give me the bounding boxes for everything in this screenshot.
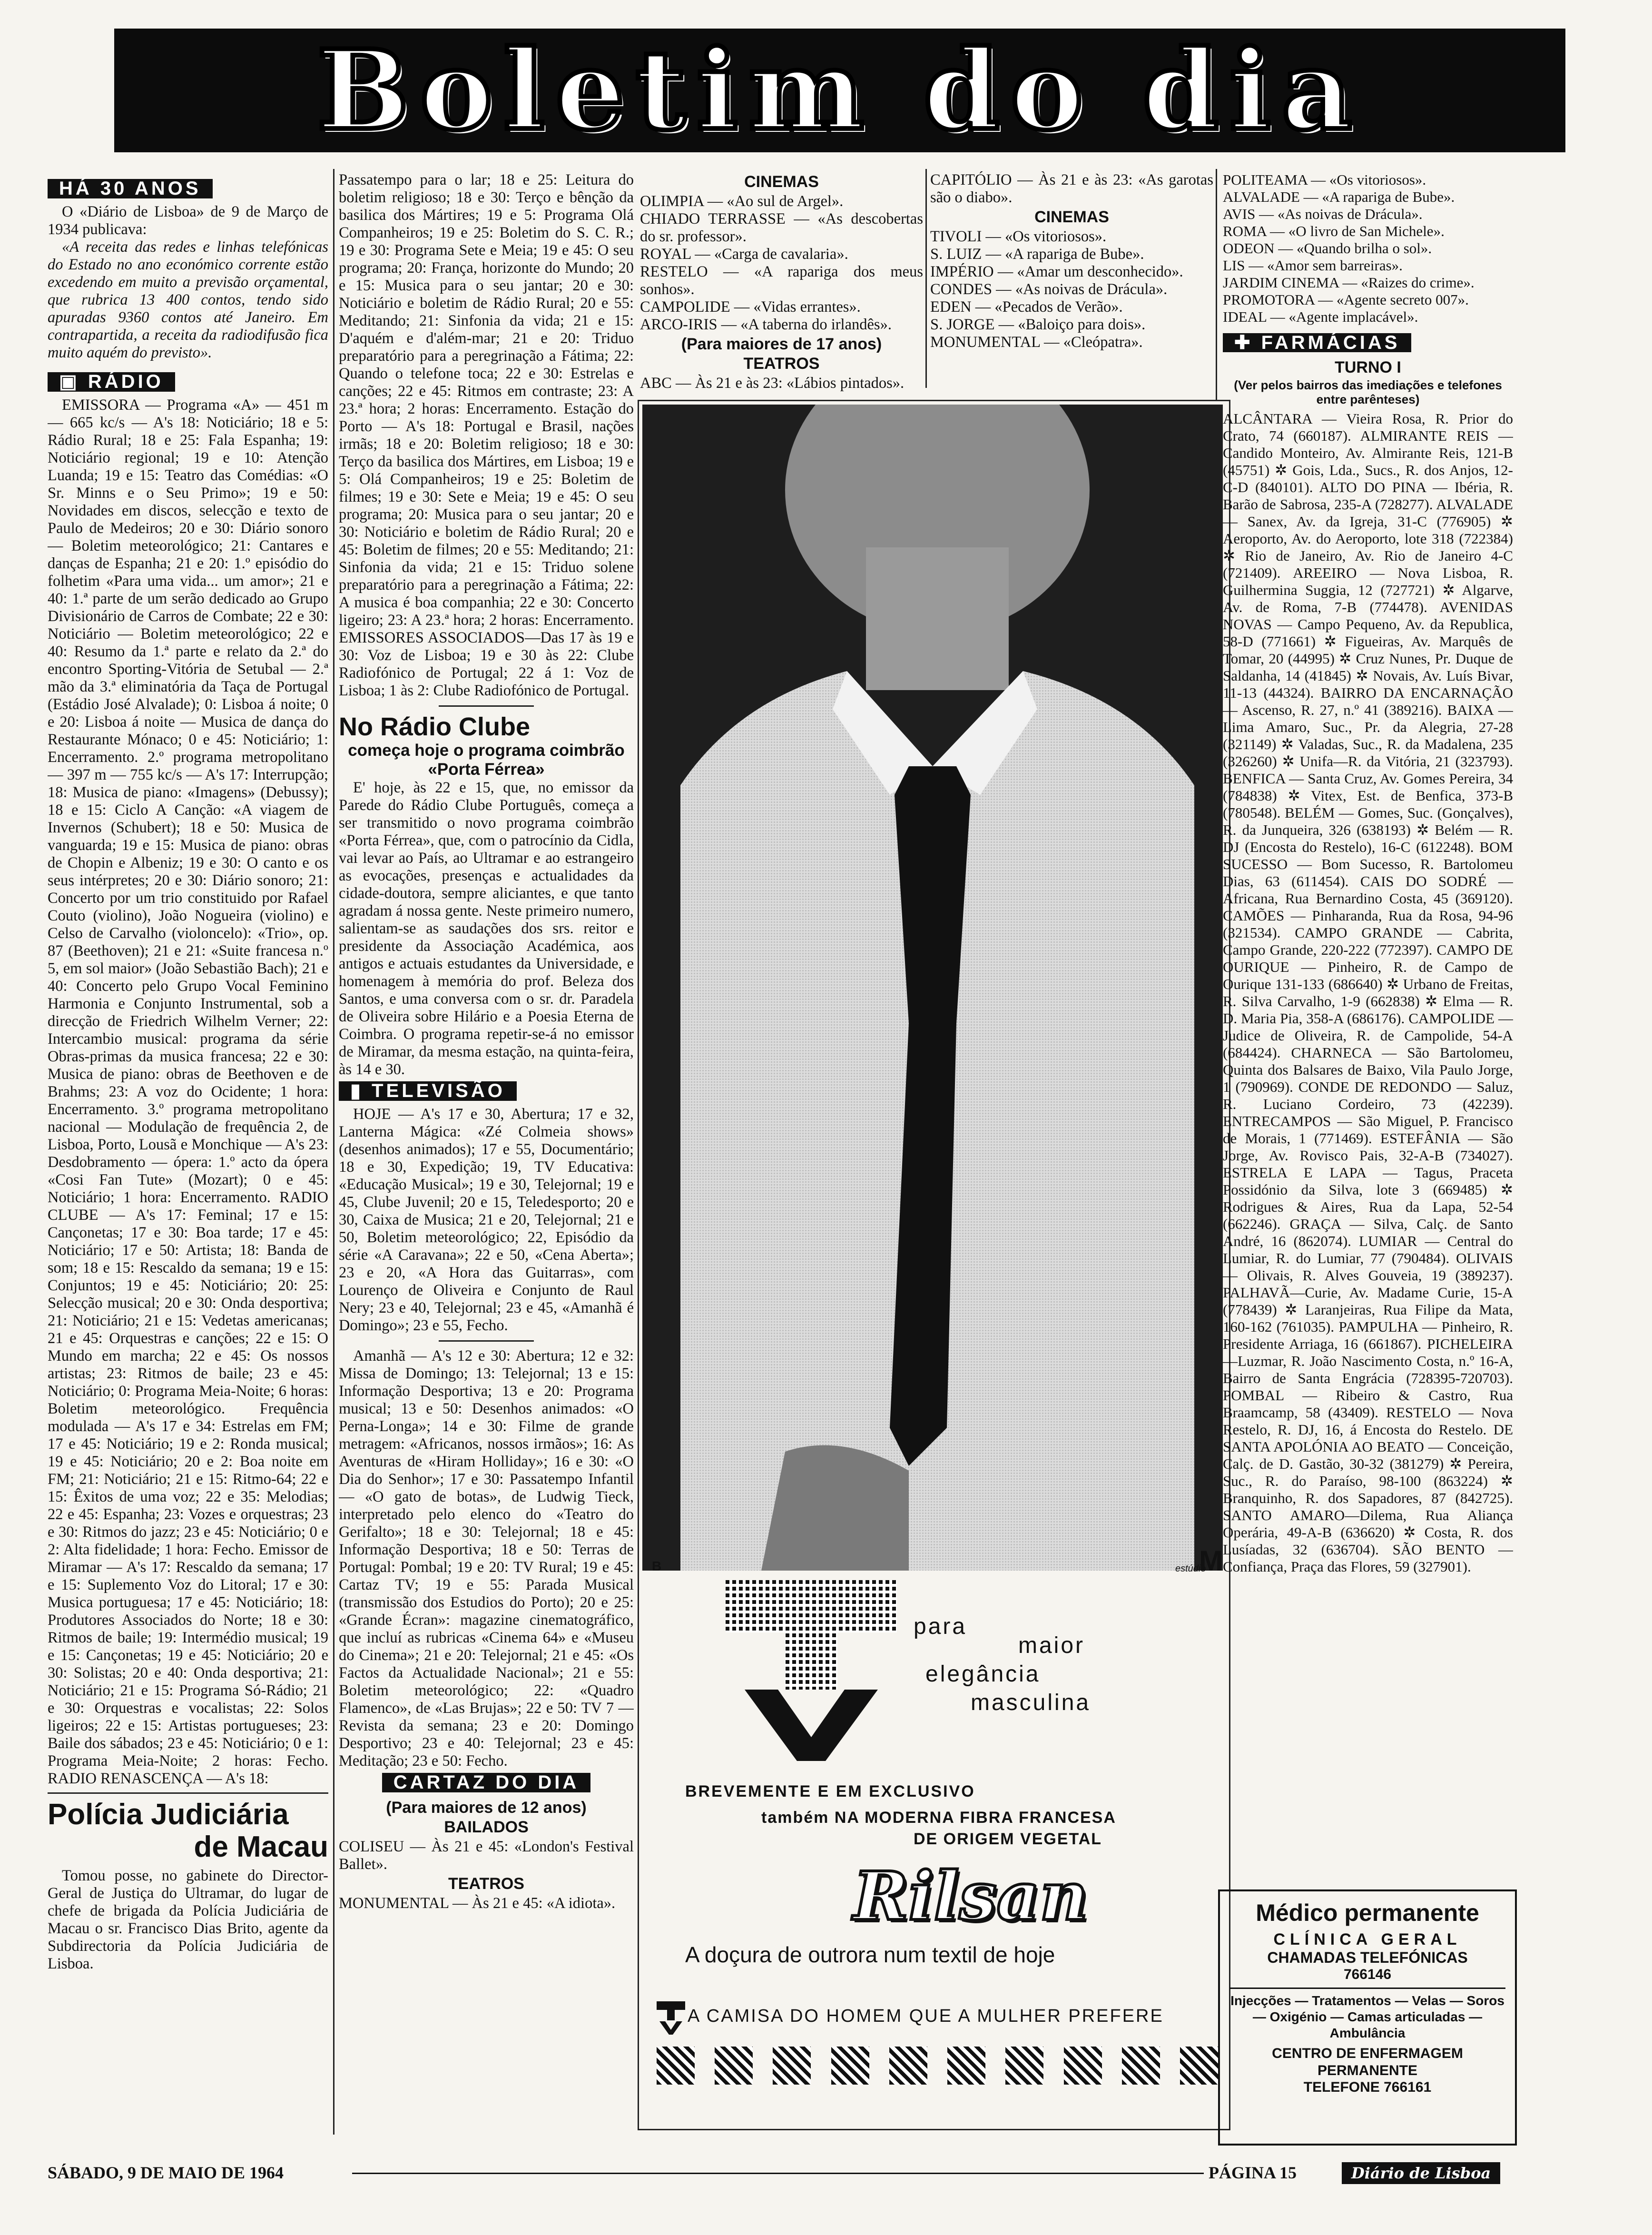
abc-listing: ABC — Às 21 e às 23: «Lábios pintados».: [640, 375, 905, 392]
column-2: [339, 171, 634, 2146]
turno-note: (Ver pelos bairros das imediações e telefones entre parênteses): [1234, 378, 1502, 406]
tv-icon: ▮: [350, 1080, 372, 1101]
pattern-tile: [1064, 2047, 1102, 2085]
cinema-item: IMPÉRIO — «Amar um desconhecido».: [930, 263, 1183, 280]
ad-brevemente: BREVEMENTE E EM EXCLUSIVO: [685, 1782, 975, 1800]
slogan-maior: maior: [1018, 1633, 1085, 1658]
radio-listing-cont: Passatempo para o lar; 18 e 25: Leitura do boletim religioso; 18 e 30: Terço e bênção da basilica dos Mártires; 19 e 5: Programa Olá Companheiros; 19 e 25: Boletim do S. C. R.; 19 e 30: Programa Sete e Meia; 19 e 45: O seu programa; 20: França, horizonte do Mundo; 20 e 15: Musica para o seu jantar; 20 e 30: Noticiário e boletim de Rádio Rural; 20 e 55: Meditando; 21: Sinfonia da vida; 21 e 15: D'aquém e d'além-mar; 21 e 20: Triduo preparatório para a peregrinação a Fátima; 22: Quando o telefone toca; 22 e 30: Estrelas e canções; 22 e 45: Ritmos em contraste; 23: A 23.ª hora; 2 horas: Encerramento. Estação do Porto — A's 18: Portugal e Brasil, nações irmãs; 18 e 20: Boletim religioso; 18 e 30: Terço da basilica dos Mártires, em Lisboa; 19 e 5: Olá Companheiros; 19 e 25: Boletim de filmes; 19 e 30: Sete e Meia; 19 e 45: O seu programa; 20: Musica para o seu jantar; 20 e 30: Noticiário e boletim de Rádio Rural; 20 e 45: Boletim de filmes; 20 e 55: Meditando; 21: Sinfonia da vida; 21 e 15: Triduo solene preparatório para a peregrinação a Fátima; 22: A musica é boa companhia; 22 e 30: Concerto ligeiro; 23: A 23.ª hora; 2 horas: Encerramento. EMISSORES ASSOCIADOS—Das 17 às 19 e 30: Voz de Lisboa; 19 e 30 às 22: Clube Radiofónico de Portugal; 22 á 1: Voz de Lisboa; 1 às 2: Clube Radiofónico de Portugal.: [339, 171, 634, 699]
policia-text: Tomou posse, no gabinete do Director-Geral de Justiça do Ultramar, do lugar de chefe de brigada da Polícia Judiciária de Macau o sr. Francisco Dias Brito, agente da Subdirectoria da Polícia Judiciária de Lisboa.: [48, 1867, 328, 1972]
section-banner-30anos: HÁ 30 ANOS: [48, 179, 213, 198]
monumental-listing: MONUMENTAL — Às 21 e 45: «A idiota».: [339, 1895, 616, 1912]
slogan-elegancia: elegância: [925, 1661, 1041, 1687]
cinema-item: MONUMENTAL — «Cleópatra».: [930, 334, 1143, 351]
rilsan-brand: Rilsan: [853, 1858, 1089, 1936]
cinema-item: PROMOTORA — «Agente secreto 007».: [1223, 291, 1469, 308]
radioclube-text: E' hoje, às 22 e 15, que, no emissor da Parede do Rádio Clube Português, começa a ser transmitido o novo programa coimbrão «Porta Férrea», que, com o patrocínio da Cidla, vai levar ao País, ao Ultramar e ao estrangeiro as evocações, presenças e actualidades da cidade-doutora, sempre aliciantes, e que tanto agradam á nossa gente. Neste primeiro numero, salientam-se as saudações dos srs. reitor e presidente da Associação Académica, aos antigos e actuais estudantes da Universidade, e homenagem à memória do prof. Beleza dos Santos, e uma conversa com o sr. dr. Paradela de Oliveira sobre Hilário e a Poesia Eterna de Coimbra. O programa repetir-se-á no emissor de Miramar, da mesma estação, na quinta-feira, às 14 e 30.: [339, 779, 634, 1078]
policia-title-2: de Macau: [194, 1830, 328, 1863]
cinema-item: ALVALADE — «A rapariga de Bube».: [1223, 188, 1455, 205]
pattern-tile: [773, 2047, 811, 2085]
pattern-tile: [889, 2047, 927, 2085]
anos-intro: O «Diário de Lisboa» de 9 de Março de 1934 publicava:: [48, 203, 328, 238]
medico-phone-1: 766146: [1343, 1967, 1392, 1982]
cinema-item: JARDIM CINEMA — «Raizes do crime».: [1223, 274, 1475, 291]
radio-listing: EMISSORA — Programa «A» — 451 m — 665 kc/s — A's 18: Noticiário; 18 e 5: Rádio Rural; 18 e 25: Fala Espanha; 19: Noticiário regional; 19 e 10: Atenção Luanda; 19 e 15: Teatro das Comédias: «O Sr. Minns e o Seu Primo»; 19 e 50: Novidades em discos, selecção e texto de Paulo de Medeiros; 20 e 30: Diário sonoro — Boletim meteorológico; 21: Cantares e danças de Espanha; 21 e 20: 1.º episódio do folhetim «Para uma vida... um amor»; 21 e 40: 1.ª parte de um serão dedicado ao Grupo Divisionário de Carros de Combate; 22 e 30: Noticiário — Boletim meteorológico; 22 e 40: Resumo da 1.ª parte e relato da 2.ª do encontro Sporting-Vitória de Setubal — 2.ª mão da 3.ª eliminatória da Taça de Portugal (Estádio José Alvalade); 0: Lisboa á noite; 0 e 20: Lisboa á noite — Musica de dança do Restaurante Mónaco; 0 e 45: Noticiário; 1: Encerramento. 2.º programa metropolitano — 397 m — 755 kc/s — A's 17: Interrupção; 18: Musica de piano: «Imagens» (Debussy); 18 e 15: Ciclo A Canção: «A viagem de Invernos (Schubert); 18 e 50: Musica de vanguarda; 19 e 15: Musica de piano: obras de Chopin e Albeniz; 19 e 30: O canto e os seus intérpretes; 20 e 30: Diário sonoro; 21: Concerto por um trio constituido por Rafael Couto (violino), João Nogueira (violino) e Celso de Carvalho (violoncelo): «Trio», op. 87 (Beethoven); 21 e 21: «Suite francesa n.º 5, em sol maior» (João Sebastião Bach); 21 e 40: Concerto pelo Grupo Vocal Feminino Harmonia e Conjunto Instrumental, sob a direcção de Friedrich Wilhelm Verner; 22: Intercambio musical: programa da série Obras-primas da musica francesa; 22 e 30: Musica de piano: obras de Beethoven e de Brahms; 23: A voz do Ocidente; 1 hora: Encerramento. 3.º programa metropolitano nacional — Modulação de frequência 2, de Lisboa, Porto, Lousã e Monchique — A's 23: Desdobramento — ópera: 1.º acto da ópera «Cosi Fan Tute» (Mozart); 0 e 45: Noticiário; 1 hora: Encerramento. RADIO CLUBE — A's 17: Feminal; 17 e 15: Cançonetas; 17 e 30: Boa tarde; 17 e 45: Noticiário; 17 e 50: Artista; 18: Banda de som; 18 e 15: Rescaldo da semana; 19 e 15: Conjuntos; 19 e 45: Noticiário; 20: 25: Selecção musical; 20 e 30: Onda desportiva; 21: Noticiário; 21 e 15: Vedetas americanas; 21 e 45: Orquestras e canções; 22 e 15: O Mundo em marcha; 22 e 45: Os nossos artistas; 23: Ritmos de baile; 23 e 45: Noticiário; 0: Programa Meia-Noite; 6 horas: Boletim meteorológico. Frequência modulada — A's 17 e 34: Estrelas em FM; 17 e 45: Noticiário; 19 e 2: Ronda musical; 19 e 45: Noticiário; 20 e 2: Boa noite em FM; 21: Noticiário; 21 e 15: Ritmo-64; 22 e 15: Êxitos de uma voz; 22 e 35: Melodias; 22 e 45: Espanha; 23: Vozes e orquestras; 23 e 30: Ritmos do jazz; 23 e 45: Noticiário; 0 e 2: Alta fidelidade; 1 hora: Fecho. Emissor de Miramar — A's 17: Rescaldo da semana; 17 e 15: Suplemento Voz do Litoral; 17 e 30: Musica portuguesa; 17 e 45: Noticiário; 18: Produtores Associados do Norte; 18 e 30: Ritmos de baile; 19: Intermédio musical; 19 e 15: Cançonetas; 19 e 45: Noticiário; 20 e 30: Solistas; 20 e 40: Onda desportiva; 21: Noticiário; 21 e 15: Programa Só-Rádio; 21 e 30: Orquestras e vocalistas; 22: Solos ligeiros; 22 e 15: Artistas portugueses; 23: Baile dos sábados; 23 e 45: Noticiário; 0 e 1: Programa Meia-Noite; 2 horas: Fecho. RADIO RENASCENÇA — A's 18:: [48, 396, 328, 1787]
footer-rule: [352, 2173, 1204, 2174]
bailados-heading: BAILADOS: [444, 1818, 529, 1836]
medico-centro: CENTRO DE ENFERMAGEM PERMANENTE: [1272, 2046, 1463, 2078]
footer-page: PÁGINA 15: [1209, 2163, 1297, 2182]
cinema-item: TIVOLI — «Os vitoriosos».: [930, 228, 1107, 245]
cinema-item: ROYAL — «Carga de cavalaria».: [640, 246, 848, 263]
divider: [439, 705, 534, 707]
cinemas-heading-2: CINEMAS: [1034, 208, 1109, 226]
cinema-item: ARCO-IRIS — «A taberna do irlandês».: [640, 316, 892, 333]
teatros-heading: TEATROS: [743, 355, 820, 373]
cinema-item: S. LUIZ — «A rapariga de Bube».: [930, 246, 1144, 263]
tv-banner-label: TELEVISÃO: [372, 1080, 505, 1101]
farmacias-banner-label: FARMÁCIAS: [1261, 332, 1400, 353]
radio-icon: ▣: [59, 371, 88, 392]
cinema-item: EDEN — «Pecados de Verão».: [930, 298, 1123, 316]
medico-services: Injecções — Tratamentos — Velas — Soros — Oxigénio — Camas articuladas — Ambulância: [1230, 1993, 1504, 2040]
ad-origem: DE ORIGEM VEGETAL: [914, 1830, 1102, 1848]
photo-credit: estúdio: [1175, 1563, 1206, 1574]
shirt-illustration: [642, 405, 1223, 1571]
cinemas-heading: CINEMAS: [744, 173, 819, 191]
medico-title: Médico permanente: [1256, 1899, 1479, 1926]
medico-chamadas: CHAMADAS TELEFÓNICAS: [1267, 1949, 1468, 1966]
page-footer: [48, 2158, 1618, 2187]
cinemas-right: [930, 171, 1213, 395]
tv-small-logo-icon: [657, 2001, 685, 2035]
cinema-item: ODEON — «Quando brilha o sol».: [1223, 240, 1432, 257]
pattern-strip: [657, 2047, 1218, 2085]
capitolio-listing: CAPITÓLIO — Às 21 e às 23: «As garotas são o diabo».: [930, 171, 1213, 206]
column-rule: [333, 169, 334, 2135]
medico-clinica: CLÍNICA GERAL: [1273, 1930, 1462, 1948]
pharmacy-icon: ✚: [1234, 332, 1261, 353]
cinema-item: S. JORGE — «Baloiço para dois».: [930, 316, 1146, 333]
cinema-item: CONDES — «As noivas de Drácula».: [930, 281, 1168, 298]
radioclube-title: No Rádio Clube: [339, 712, 530, 741]
cinema-item: CAMPOLIDE — «Vidas errantes».: [640, 298, 861, 316]
ad-fibra: também NA MODERNA FIBRA FRANCESA: [761, 1809, 1116, 1827]
rilsan-logo: [823, 1859, 1118, 1935]
masthead: [114, 29, 1565, 152]
policia-title-1: Polícia Judiciária: [48, 1798, 289, 1831]
medico-permanente-box: [1218, 1889, 1517, 2146]
studio-logo-mark: M: [1199, 1545, 1223, 1577]
column-1: [48, 176, 328, 2146]
pattern-tile: [1005, 2047, 1043, 2085]
cinemas-left: [640, 171, 923, 395]
tv-listing: HOJE — A's 17 e 30, Abertura; 17 e 32, Lanterna Mágica: «Zé Colmeia shows» (desenhos animados); 17 e 55, Documentário; 18 e 30, Expedição; 19, TV Educativa: «Educação Musical»; 19 e 30, Telejornal; 19 e 45, Clube Juvenil; 20 e 15, Teledesporto; 20 e 30, Caixa de Musica; 21 e 20, Telejornal; 21 e 50, Boletim meteorológico; 22, Episódio da série «A Caravana»; 22 e 50, «Cena Aberta»; 23 e 20, «A Hora das Guitarras», com Lourenço de Oliveira e Conjunto de Raul Nery; 23 e 40, Telejornal; 23 e 45, «Amanhã é Domingo»; 23 e 55, Fecho.: [339, 1106, 634, 1334]
section-banner-farmacias: [1223, 333, 1411, 352]
teatros-heading: TEATROS: [448, 1875, 524, 1893]
maiores17-note: (Para maiores de 17 anos): [681, 335, 882, 353]
cinema-item: RESTELO — «A rapariga dos meus sonhos».: [640, 263, 923, 298]
divider: [439, 1340, 534, 1342]
ad-camisa: A CAMISA DO HOMEM QUE A MULHER PREFERE: [688, 2006, 1164, 2026]
footer-date: SÁBADO, 9 DE MAIO DE 1964: [48, 2163, 284, 2182]
tv-brand-logo: [726, 1580, 897, 1761]
radio-banner-label: RÁDIO: [88, 371, 164, 392]
masthead-title: Boletim do dia: [316, 29, 1363, 152]
slogan-masculina: masculina: [971, 1690, 1091, 1715]
section-banner-radio: [48, 372, 175, 392]
column-rule: [925, 169, 927, 388]
ad-tagline: A doçura de outrora num textil de hoje: [685, 1942, 1055, 1967]
medico-phone-2: TELEFONE 766161: [1303, 2079, 1432, 2095]
coliseu-listing: COLISEU — Às 21 e 45: «London's Festival Ballet».: [339, 1838, 634, 1873]
photo-caption: B: [652, 1559, 662, 1573]
cinema-item: IDEAL — «Agente implacável».: [1223, 308, 1418, 325]
column-4: [1223, 171, 1513, 1885]
anos-quote: «A receita das redes e linhas telefónicas do Estado no ano económico corrente estão excedendo em muito a previsão orçamental, que rubrica 13 400 contos, tendo sido apuradas 9360 contos até Janeiro. Em contrapartida, a receita da radiodifusão fica muito aquém do previsto».: [48, 238, 328, 361]
radioclube-subtitle: começa hoje o programa coimbrão «Porta Férrea»: [348, 741, 625, 779]
pattern-tile: [831, 2047, 869, 2085]
pattern-tile: [947, 2047, 985, 2085]
cinema-item: LIS — «Amor sem barreiras».: [1223, 257, 1403, 274]
turno-heading: TURNO I: [1335, 358, 1401, 376]
cinema-item: AVIS — «As noivas de Drácula».: [1223, 206, 1423, 222]
pattern-tile: [715, 2047, 753, 2085]
tv-amanha: Amanhã — A's 12 e 30: Abertura; 12 e 32: Missa de Domingo; 13: Telejornal; 13 e 15: Informação Desportiva; 13 e 20: Programa musical; 13 e 50: Desenhos animados: «O Perna-Longa»; 14 e 30: Filme de grande metragem: «Africanos, nossos irmãos»; 16: As Aventuras de «Hiram Holliday»; 16 e 30: «O Dia do Senhor»; 17 e 30: Passatempo Infantil — «O gato de botas», de Ludwig Tieck, interpretado pelo elenco do «Teatro do Gerifalto»; 18 e 30: Telejornal; 18 e 45: Informação Desportiva; 18 e 50: Terras de Portugal: Pombal; 19 e 20: TV Rural; 19 e 45: Cartaz TV; 19 e 55: Parada Musical (transmissão dos Estudios do Porto); 20 e 25: «Grande Écran»: magazine cinematográfico, que incluí as rubricas «Cinema 64» e «Museu do Cinema»; 21 e 20: Telejornal; 21 e 45: «Os Factos da Actualidade Nacional»; 21 e 55: Boletim meteorológico; 22: «Quadro Flamenco», de «Las Brujas»; 22 e 50: TV 7 — Revista da semana; 23 e 20: Domingo Desportivo; 23 e 40: Telejornal; 23 e 45: Meditação; 23 e 50: Fecho.: [339, 1347, 634, 1770]
cinema-item: OLIMPIA — «Ao sul de Argel».: [640, 193, 844, 210]
divider: [48, 1792, 328, 1794]
pattern-tile: [1122, 2047, 1160, 2085]
farmacias-listing: ALCÂNTARA — Vieira Rosa, R. Prior do Crato, 74 (660187). ALMIRANTE REIS — Candido Monteiro, Av. Almirante Reis, 121-B (45751) ✲ Gois, Lda., Sucs., R. dos Anjos, 12-C-D (840101). ALTO DO PINA — Ibéria, R. Barão de Sabrosa, 235-A (728277). ALVALADE — Sanex, Av. da Igreja, 31-C (776905) ✲ Aeroporto, Av. do Aeroporto, lote 318 (722384) ✲ Rio de Janeiro, Av. Rio de Janeiro 4-C (721409). AREEIRO — Nova Lisboa, R. Guilhermina Suggia, 12 (727721) ✲ Algarve, Av. de Roma, 7-B (774478). AVENIDAS NOVAS — Campo Pequeno, Av. da Republica, 58-D (771661) ✲ Figueiras, Av. Marquês de Tomar, 20 (44995) ✲ Cruz Nunes, Pr. Duque de Saldanha, 14 (41845) ✲ Novais, Av. Luís Bivar, 11-13 (44324). BAIRRO DA ENCARNAÇÃO — Ascenso, R. 27, n.º 41 (389216). BAIXA — Lima Amaro, Suc., Pr. da Alegria, 27-28 (321149) ✲ Valadas, Suc., R. da Madalena, 235 (326260) ✲ Unifa—R. da Vitória, 21 (323793). BENFICA — Santa Cruz, Av. Gomes Pereira, 34 (784838) ✲ Vitex, Est. de Benfica, 373-B (780548). BELÉM — Gomes, Suc. (Gonçalves), R. da Junqueira, 326 (638193) ✲ Belém — R. DJ (Encosta do Restelo), 16-C (612248). BOM SUCESSO — Bom Sucesso, R. Bartolomeu Dias, 63 (611454). CAIS DO SODRÉ — Africana, Rua Bernardino Costa, 45 (369120). CAMÕES — Pinharanda, Rua da Rosa, 94-96 (321534). CAMPO GRANDE — Cabrita, Campo Grande, 220-222 (772397). CAMPO DE OURIQUE — Pinheiro, R. de Campo de Ourique 131-133 (686640) ✲ Urbano de Freitas, R. Silva Carvalho, 1-9 (662838) ✲ Elma — R. D. Maria Pia, 358-A (686176). CAMPOLIDE — Judice de Oliveira, R. de Campolide, 54-A (684424). CHARNECA — São Bartolomeu, Quinta dos Balsares de Baixo, Vila Paulo Jorge, 1 (790969). CONDE DE REDONDO — Saluz, R. Luciano Cordeiro, 73 (42239). ENTRECAMPOS — São Miguel, P. Francisco de Morais, 1 (771469). ESTEFÂNIA — São Jorge, Av. Rovisco Pais, 32-A-B (734027). ESTRELA E LAPA — Tagus, Praceta Possidónio da Silva, lote 3 (669485) ✲ Rodrigues & Aires, Rua da Lapa, 52-54 (662246). GRAÇA — Silva, Calç. de Santo André, 16 (862074). LUMIAR — Central do Lumiar, R. do Lumiar, 77 (790484). OLIVAIS — Olivais, R. Alves Gouveia, 19 (389237). PALHAVÃ—Curie, Av. Madame Curie, 15-A (778439) ✲ Laranjeiras, Rua Filipe da Mata, 160-162 (761035). PAMPULHA — Pinheiro, R. Presidente Arriaga, 16 (661867). PICHELEIRA—Luzmar, R. João Nascimento Costa, n.º 16-A, Bairro de Santa Engrácia (728395-720703). POMBAL — Ribeiro & Castro, Rua Braamcamp, 58 (43409). RESTELO — Nova Restelo, R. DJ, 16, á Encosta do Restelo. DE SANTA APOLÓNIA AO BEATO — Conceição, Calç. de D. Gastão, 30-32 (381279) ✲ Pereira, Suc., R. do Paraíso, 98-100 (863224) ✲ Branquinho, R. dos Sapadores, 87 (842725). SANTO AMARO—Dilema, Rua Aliança Operária, 49-A-B (636620) ✲ Costa, R. dos Lusíadas, 32 (636704). SÃO BENTO — Confiança, Praça das Flores, 59 (327901).: [1223, 410, 1513, 1575]
cinema-item: CHIADO TERRASSE — «As descobertas do sr. professor».: [640, 210, 923, 245]
cartaz-subtitle: (Para maiores de 12 anos): [386, 1799, 587, 1817]
section-banner-cartaz: CARTAZ DO DIA: [382, 1773, 591, 1792]
cinema-item: ROMA — «O livro de San Michele».: [1223, 223, 1445, 239]
cinema-item: POLITEAMA — «Os vitoriosos».: [1223, 171, 1426, 188]
pattern-tile: [1180, 2047, 1218, 2085]
section-banner-tv: [339, 1081, 517, 1101]
shirt-photo: [642, 405, 1223, 1571]
footer-paper-name: Diário de Lisboa: [1342, 2162, 1500, 2184]
pattern-tile: [657, 2047, 695, 2085]
slogan-para: para: [914, 1614, 967, 1639]
